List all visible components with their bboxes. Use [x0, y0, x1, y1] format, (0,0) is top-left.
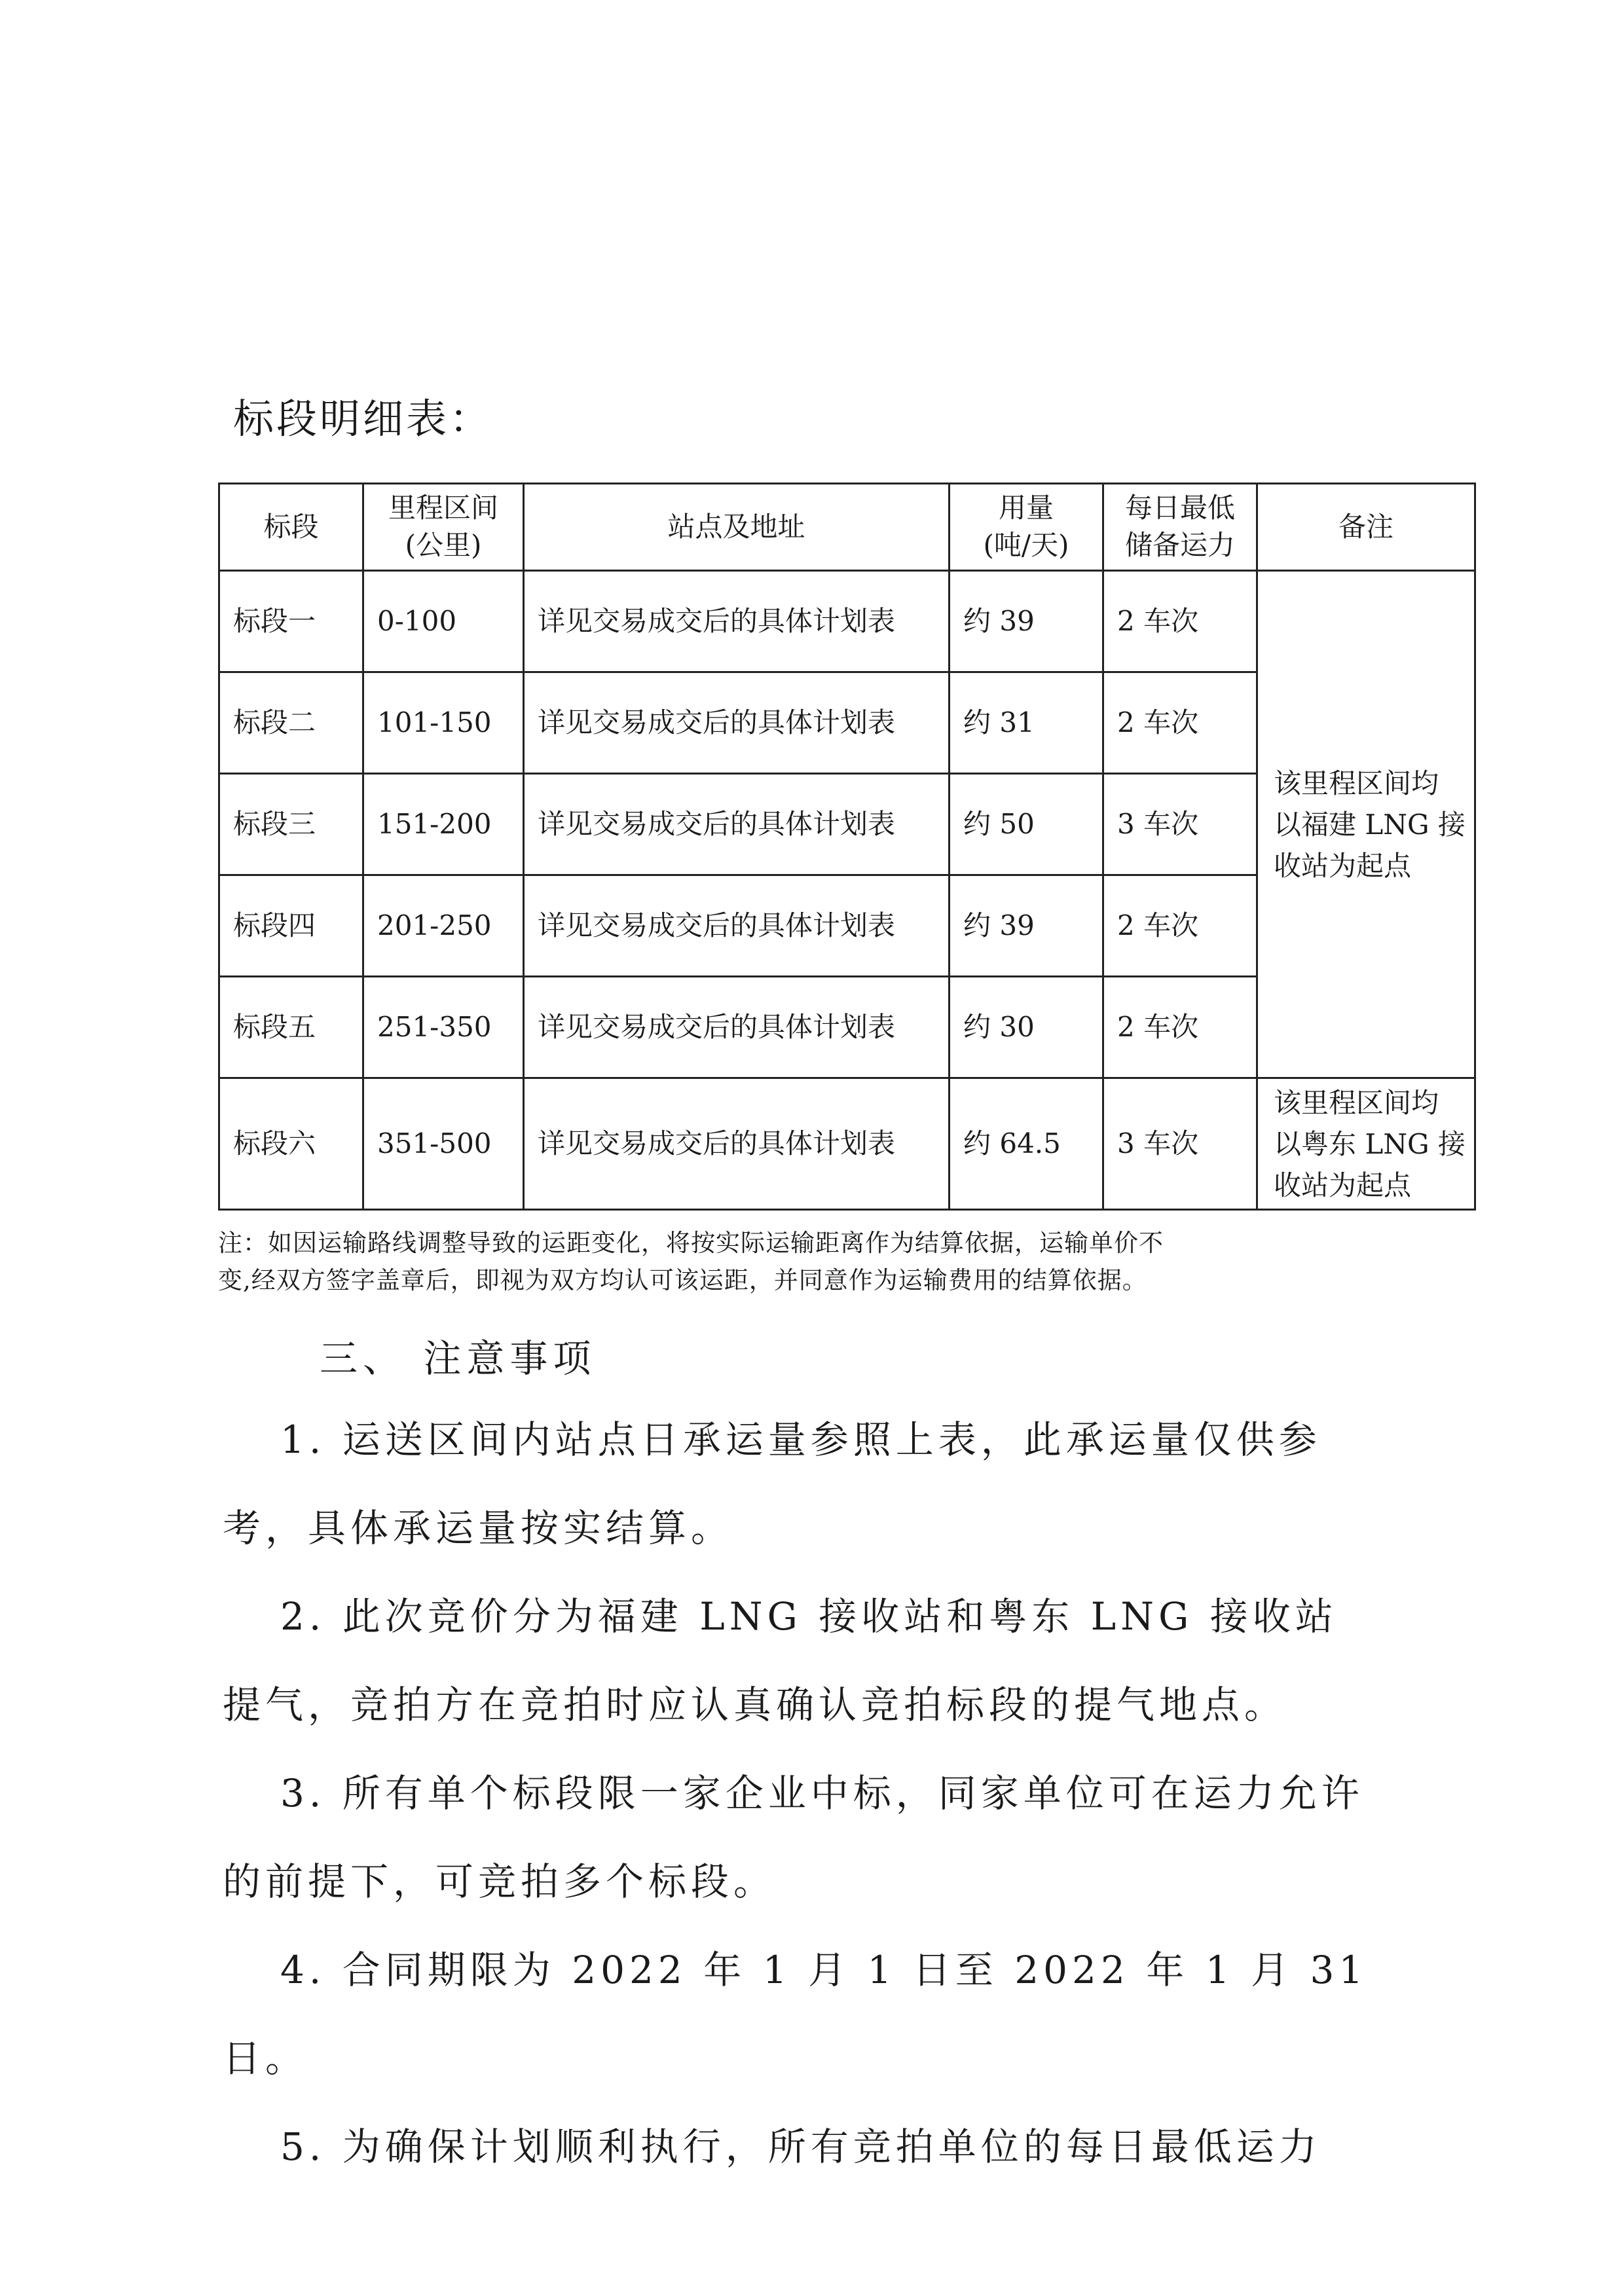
table-title: 标段明细表：	[233, 395, 493, 443]
cell-amount: 约 31	[950, 672, 1103, 774]
header-capacity-line2: 储备运力	[1124, 529, 1235, 561]
note-fujian-line3: 收站为起点	[1274, 849, 1412, 882]
notice-paragraph-2: 2. 此次竞价分为福建 LNG 接收站和粤东 LNG 接收站提气，竞拍方在竞拍时应认真确认竞拍标段的提气地点。	[223, 1594, 1338, 1727]
cell-range: 251-350	[363, 977, 524, 1078]
cell-range: 101-150	[363, 672, 524, 774]
cell-segment: 标段五	[219, 977, 363, 1078]
notice-paragraph-5: 5. 为确保计划顺利执行，所有竞拍单位的每日最低运力	[280, 2124, 1321, 2169]
cell-capacity: 2 车次	[1103, 977, 1257, 1078]
header-range-line2: (公里)	[405, 529, 482, 561]
notice-list	[223, 1396, 1370, 2191]
cell-note-fujian	[1257, 571, 1475, 1078]
table-header-row	[219, 484, 1475, 571]
cell-segment: 标段三	[219, 774, 363, 875]
header-capacity-line1: 每日最低	[1124, 492, 1235, 524]
header-amount-line2: (吨/天)	[983, 529, 1069, 561]
cell-station: 详见交易成交后的具体计划表	[524, 571, 950, 672]
notice-paragraph-1: 1. 运送区间内站点日承运量参照上表，此承运量仅供参考，具体承运量按实结算。	[223, 1417, 1321, 1550]
note-yuedong-line3: 收站为起点	[1274, 1169, 1412, 1201]
cell-amount: 约 39	[950, 875, 1103, 977]
cell-range: 151-200	[363, 774, 524, 875]
segment-detail-table	[218, 483, 1476, 1211]
note-fujian-line2: 以福建 LNG 接	[1274, 808, 1466, 841]
cell-range: 351-500	[363, 1078, 524, 1210]
cell-range: 0-100	[363, 571, 524, 672]
cell-amount: 约 39	[950, 571, 1103, 672]
header-amount	[950, 484, 1103, 571]
note-yuedong-line2: 以粤东 LNG 接	[1274, 1127, 1466, 1160]
section-heading: 三、 注意事项	[320, 1336, 597, 1381]
table-row	[219, 571, 1475, 672]
header-range	[363, 484, 524, 571]
cell-capacity: 3 车次	[1103, 1078, 1257, 1210]
footnote-line-1: 注：如因运输路线调整导致的运距变化，将按实际运输距离作为结算依据，运输单价不	[218, 1229, 1164, 1257]
cell-capacity: 3 车次	[1103, 774, 1257, 875]
cell-capacity: 2 车次	[1103, 571, 1257, 672]
footnote-line-2: 变,经双方签字盖章后，即视为双方均认可该运距，并同意作为运输费用的结算依据。	[218, 1266, 1147, 1295]
header-note: 备注	[1257, 484, 1475, 571]
header-amount-line1: 用量	[998, 492, 1054, 524]
cell-segment: 标段二	[219, 672, 363, 774]
note-fujian-line1: 该里程区间均	[1274, 767, 1439, 799]
header-station: 站点及地址	[524, 484, 950, 571]
header-range-line1: 里程区间	[388, 492, 498, 524]
cell-station: 详见交易成交后的具体计划表	[524, 977, 950, 1078]
cell-segment: 标段四	[219, 875, 363, 977]
cell-capacity: 2 车次	[1103, 875, 1257, 977]
cell-station: 详见交易成交后的具体计划表	[524, 774, 950, 875]
cell-station: 详见交易成交后的具体计划表	[524, 1078, 950, 1210]
notice-paragraph-3: 3. 所有单个标段限一家企业中标，同家单位可在运力允许的前提下，可竞拍多个标段。	[223, 1771, 1364, 1904]
cell-capacity: 2 车次	[1103, 672, 1257, 774]
header-segment: 标段	[219, 484, 363, 571]
cell-segment: 标段一	[219, 571, 363, 672]
table-footnote	[218, 1224, 1397, 1300]
table-row	[219, 1078, 1475, 1210]
cell-station: 详见交易成交后的具体计划表	[524, 672, 950, 774]
header-capacity	[1103, 484, 1257, 571]
cell-amount: 约 50	[950, 774, 1103, 875]
cell-station: 详见交易成交后的具体计划表	[524, 875, 950, 977]
notice-paragraph-4: 4. 合同期限为 2022 年 1 月 1 日至 2022 年 1 月 31 日。	[223, 1948, 1368, 2081]
note-yuedong-line1: 该里程区间均	[1274, 1086, 1439, 1119]
cell-segment: 标段六	[219, 1078, 363, 1210]
cell-amount: 约 64.5	[950, 1078, 1103, 1210]
cell-note-yuedong	[1257, 1078, 1475, 1210]
cell-amount: 约 30	[950, 977, 1103, 1078]
cell-range: 201-250	[363, 875, 524, 977]
